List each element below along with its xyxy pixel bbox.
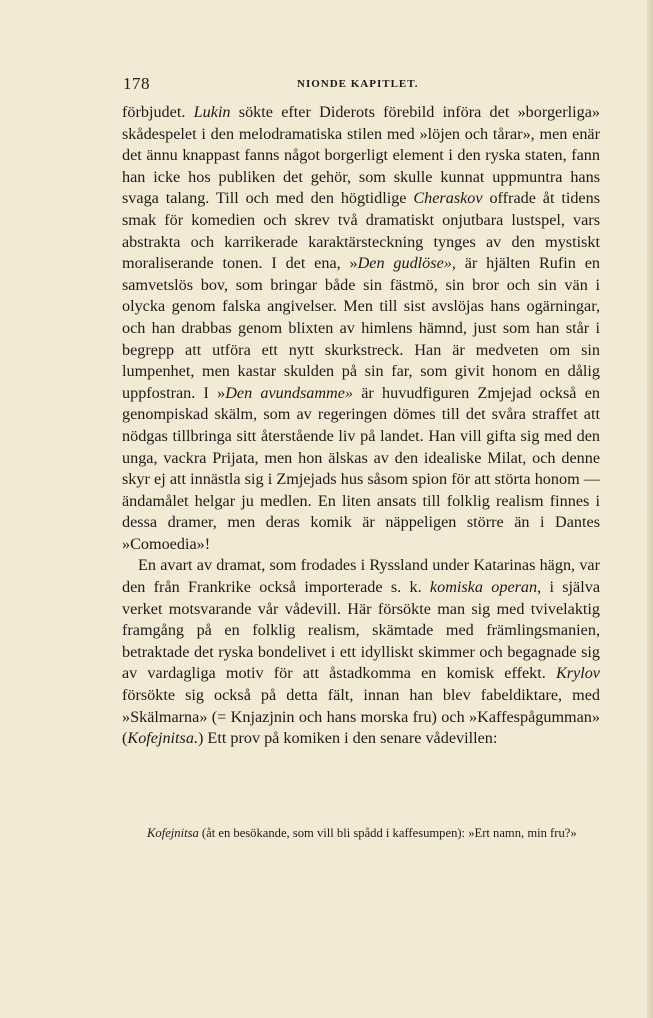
text-span: ) Ett prov på komiken i den senare vådevillen: <box>198 729 498 748</box>
text-span: försökte sig också på detta fält, innan han blev fabeldiktare, med »Skälmarna» (= Knjazjnin och hans morska fru) och »Kaffespågumman» ( <box>122 686 600 748</box>
text-span: är hjälten Rufin en samvetslös bov, som bringar både sin fästmö, sin bror och sin vän i olycka genom falska angivelser. Men till sist avslöjas hans ogärningar, och han drabbas genom blixten av himlens hämnd, just som han står i begrepp att utföra ett nytt skurkstreck. Han är medveten om sin lumpenhet, men kastar skulden på sin far, som givit honom en dålig uppfostran. I » <box>122 254 600 402</box>
text-span: förbjudet. <box>122 103 194 121</box>
running-head: NIONDE KAPITLET. <box>297 78 419 90</box>
dialogue-quote <box>133 824 603 843</box>
paragraph-2 <box>122 555 600 749</box>
quote-speaker: Kofejnitsa <box>147 826 199 840</box>
paragraph-1 <box>122 102 600 555</box>
italic-span: Krylov <box>555 664 600 683</box>
page-edge <box>647 0 653 1018</box>
italic-span: Den avundsamme» <box>225 383 354 402</box>
italic-span: komiska operan, <box>429 578 542 597</box>
text-span: En avart av dramat, som frodades i Ryssland under Katarinas hägn, var den från Frankrike också importerade s. k. <box>122 556 600 597</box>
italic-span: Lukin <box>193 103 231 121</box>
body-text <box>122 102 600 750</box>
quote-text: (åt en besökande, som vill bli spådd i kaffesumpen): »Ert namn, min fru?» <box>198 826 577 840</box>
page-number: 178 <box>123 74 150 93</box>
italic-span: Cheraskov <box>413 189 483 208</box>
page-header <box>123 74 599 96</box>
italic-span: Kofejnitsa. <box>127 729 198 748</box>
text-span: offrade åt tidens smak för komedien och skrev två dramatiskt onjutbara lustspel, vars abstrakta och karrikerade karaktärsteckning tynges av den mystiskt moraliserande tonen. I det ena, » <box>122 189 600 273</box>
text-span: i själva verket motsvarande vår vådevill. Här försökte man sig med tvivelaktig framgång på en folklig realism, skämtade med främlingsmanien, betraktade det ryska bondelivet i ett idylliskt skimmer och begagnade sig av vardagliga motiv för att åstadkomma en komisk effekt. <box>122 578 600 683</box>
text-span: sökte efter Diderots förebild införa det »borgerliga» skådespelet i den melodramatiska stilen med »löjen och tårar», men enär det ännu knappast fanns något borgerligt element i den ryska staten, fann han icke hos publiken det gehör, som skulle kunnat uppmuntra hans svaga talang. Till och med den högtidlige <box>122 103 600 208</box>
italic-span: Den gudlöse», <box>357 254 456 273</box>
text-span: är huvudfiguren Zmjejad också en genompiskad skälm, som av regeringen dömes till det svåra straffet att nödgas tillbringa sitt återstående liv på landet. Han vill gifta sig med den unga, vackra Prijata, men hon älskas av den idealiske Milat, och denne skyr ej att innästla sig i Zmjejads hus såsom spion för att störta honom — ändamålet helgar ju medlen. En liten ansats till folklig realism finnes i dessa dramer, men deras komik är näppeligen större än i Dantes »Comoedia»! <box>122 383 600 553</box>
